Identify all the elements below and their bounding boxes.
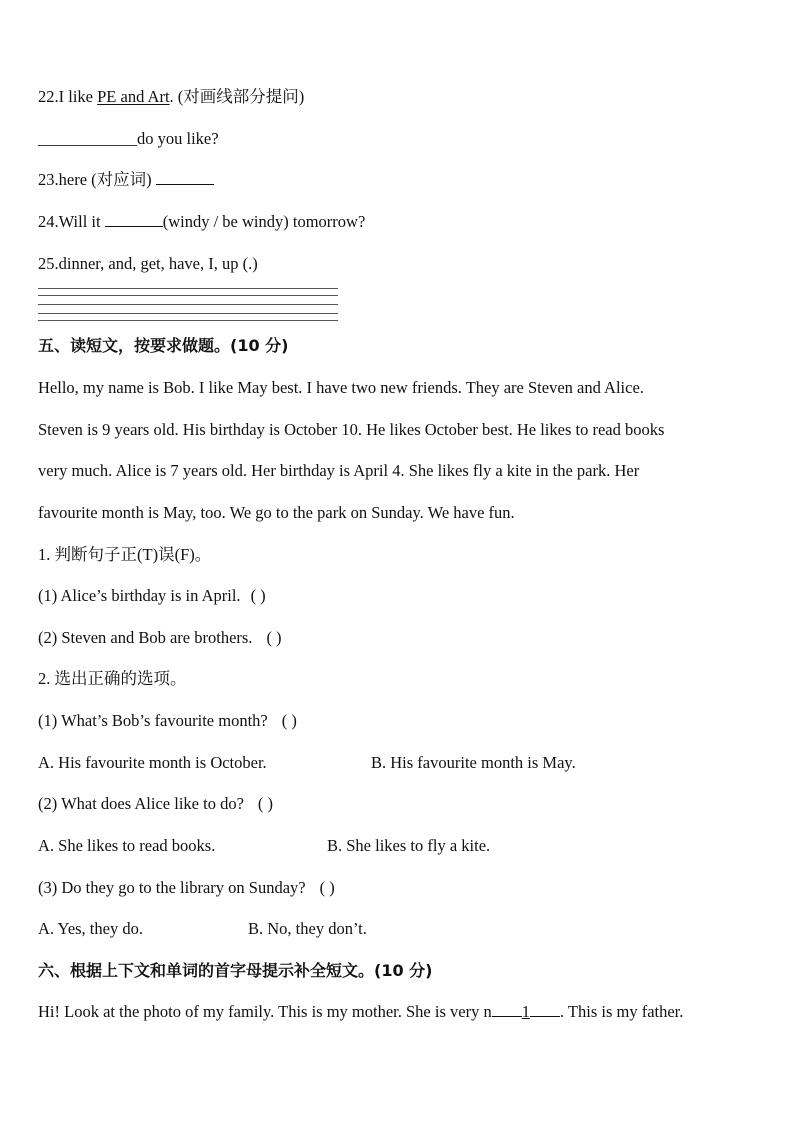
question-text: here (对应词) <box>58 170 152 189</box>
cloze-text-post: . This is my father. <box>559 1002 684 1021</box>
choice-option-b[interactable]: B. No, they don’t. <box>248 919 367 938</box>
answer-tail: do you like? <box>137 129 219 148</box>
question-24 <box>38 212 365 232</box>
cloze-line <box>38 1002 683 1022</box>
answer-line[interactable] <box>38 304 338 305</box>
item-text: (1) Alice’s birthday is in April. <box>38 586 241 605</box>
item-text: (2) Steven and Bob are brothers. <box>38 628 253 647</box>
true-false-item <box>38 628 282 648</box>
passage-line: very much. Alice is 7 years old. Her birthday is April 4. She likes fly a kite in the park. Her <box>38 461 640 480</box>
choice-option-b[interactable]: B. His favourite month is May. <box>371 753 576 772</box>
passage-line: Steven is 9 years old. His birthday is October 10. He likes October best. He likes to read books <box>38 420 665 439</box>
choice-option-b[interactable]: B. She likes to fly a kite. <box>327 836 491 855</box>
question-number: 25. <box>38 254 59 273</box>
answer-paren[interactable]: ( ) <box>281 711 297 730</box>
question-22-answer <box>38 129 219 149</box>
answer-paren[interactable]: ( ) <box>257 794 274 813</box>
choice-question <box>38 794 273 814</box>
answer-line[interactable] <box>38 313 338 314</box>
question-text: dinner, and, get, have, I, up (.) <box>58 254 258 273</box>
question-text-post: (windy / be windy) tomorrow? <box>162 212 366 231</box>
cloze-blank-trail[interactable] <box>530 1002 560 1017</box>
part-1-title: 1. 判断句子正(T)误(F)。 <box>38 545 212 564</box>
question-number: 24. <box>38 212 59 231</box>
answer-line[interactable] <box>38 295 338 296</box>
choice-option-a[interactable]: A. Yes, they do. <box>38 919 143 938</box>
passage-line: Hello, my name is Bob. I like May best. I have two new friends. They are Steven and Alice. <box>38 378 644 397</box>
choice-option-a[interactable]: A. His favourite month is October. <box>38 753 267 772</box>
question-22 <box>38 87 304 107</box>
question-number: 22. <box>38 87 59 106</box>
passage-line: favourite month is May, too. We go to the park on Sunday. We have fun. <box>38 503 515 522</box>
answer-line[interactable] <box>38 288 338 289</box>
question-instruction: . (对画线部分提问) <box>169 87 305 106</box>
answer-line[interactable] <box>38 320 338 321</box>
part-2-title: 2. 选出正确的选项。 <box>38 669 187 688</box>
cloze-blank-lead[interactable] <box>492 1002 522 1017</box>
choice-question <box>38 878 335 898</box>
choice-option-a[interactable]: A. She likes to read books. <box>38 836 216 855</box>
section-5-heading: 五、读短文，按要求做题。(10 分) <box>38 336 289 355</box>
question-number: 23. <box>38 170 59 189</box>
underlined-phrase: PE and Art <box>97 87 170 106</box>
true-false-item <box>38 586 266 606</box>
cloze-text-pre: Hi! Look at the photo of my family. This is my mother. She is very n <box>38 1002 492 1021</box>
answer-blank[interactable] <box>105 212 163 227</box>
question-text-pre: Will it <box>58 212 105 231</box>
answer-paren[interactable]: ( ) <box>250 586 266 605</box>
question-23 <box>38 170 214 190</box>
choice-question <box>38 711 297 731</box>
answer-blank[interactable] <box>156 170 214 185</box>
section-6-heading: 六、根据上下文和单词的首字母提示补全短文。(10 分) <box>38 961 433 980</box>
answer-blank[interactable]: ____________ <box>38 129 137 148</box>
question-25 <box>38 254 258 274</box>
question-text: (1) What’s Bob’s favourite month? <box>38 711 268 730</box>
question-text: (2) What does Alice like to do? <box>38 794 244 813</box>
answer-paren[interactable]: ( ) <box>319 878 335 897</box>
question-text: I like <box>58 87 98 106</box>
blank-number: 1 <box>521 1002 530 1021</box>
answer-paren[interactable]: ( ) <box>266 628 282 647</box>
question-text: (3) Do they go to the library on Sunday? <box>38 878 306 897</box>
